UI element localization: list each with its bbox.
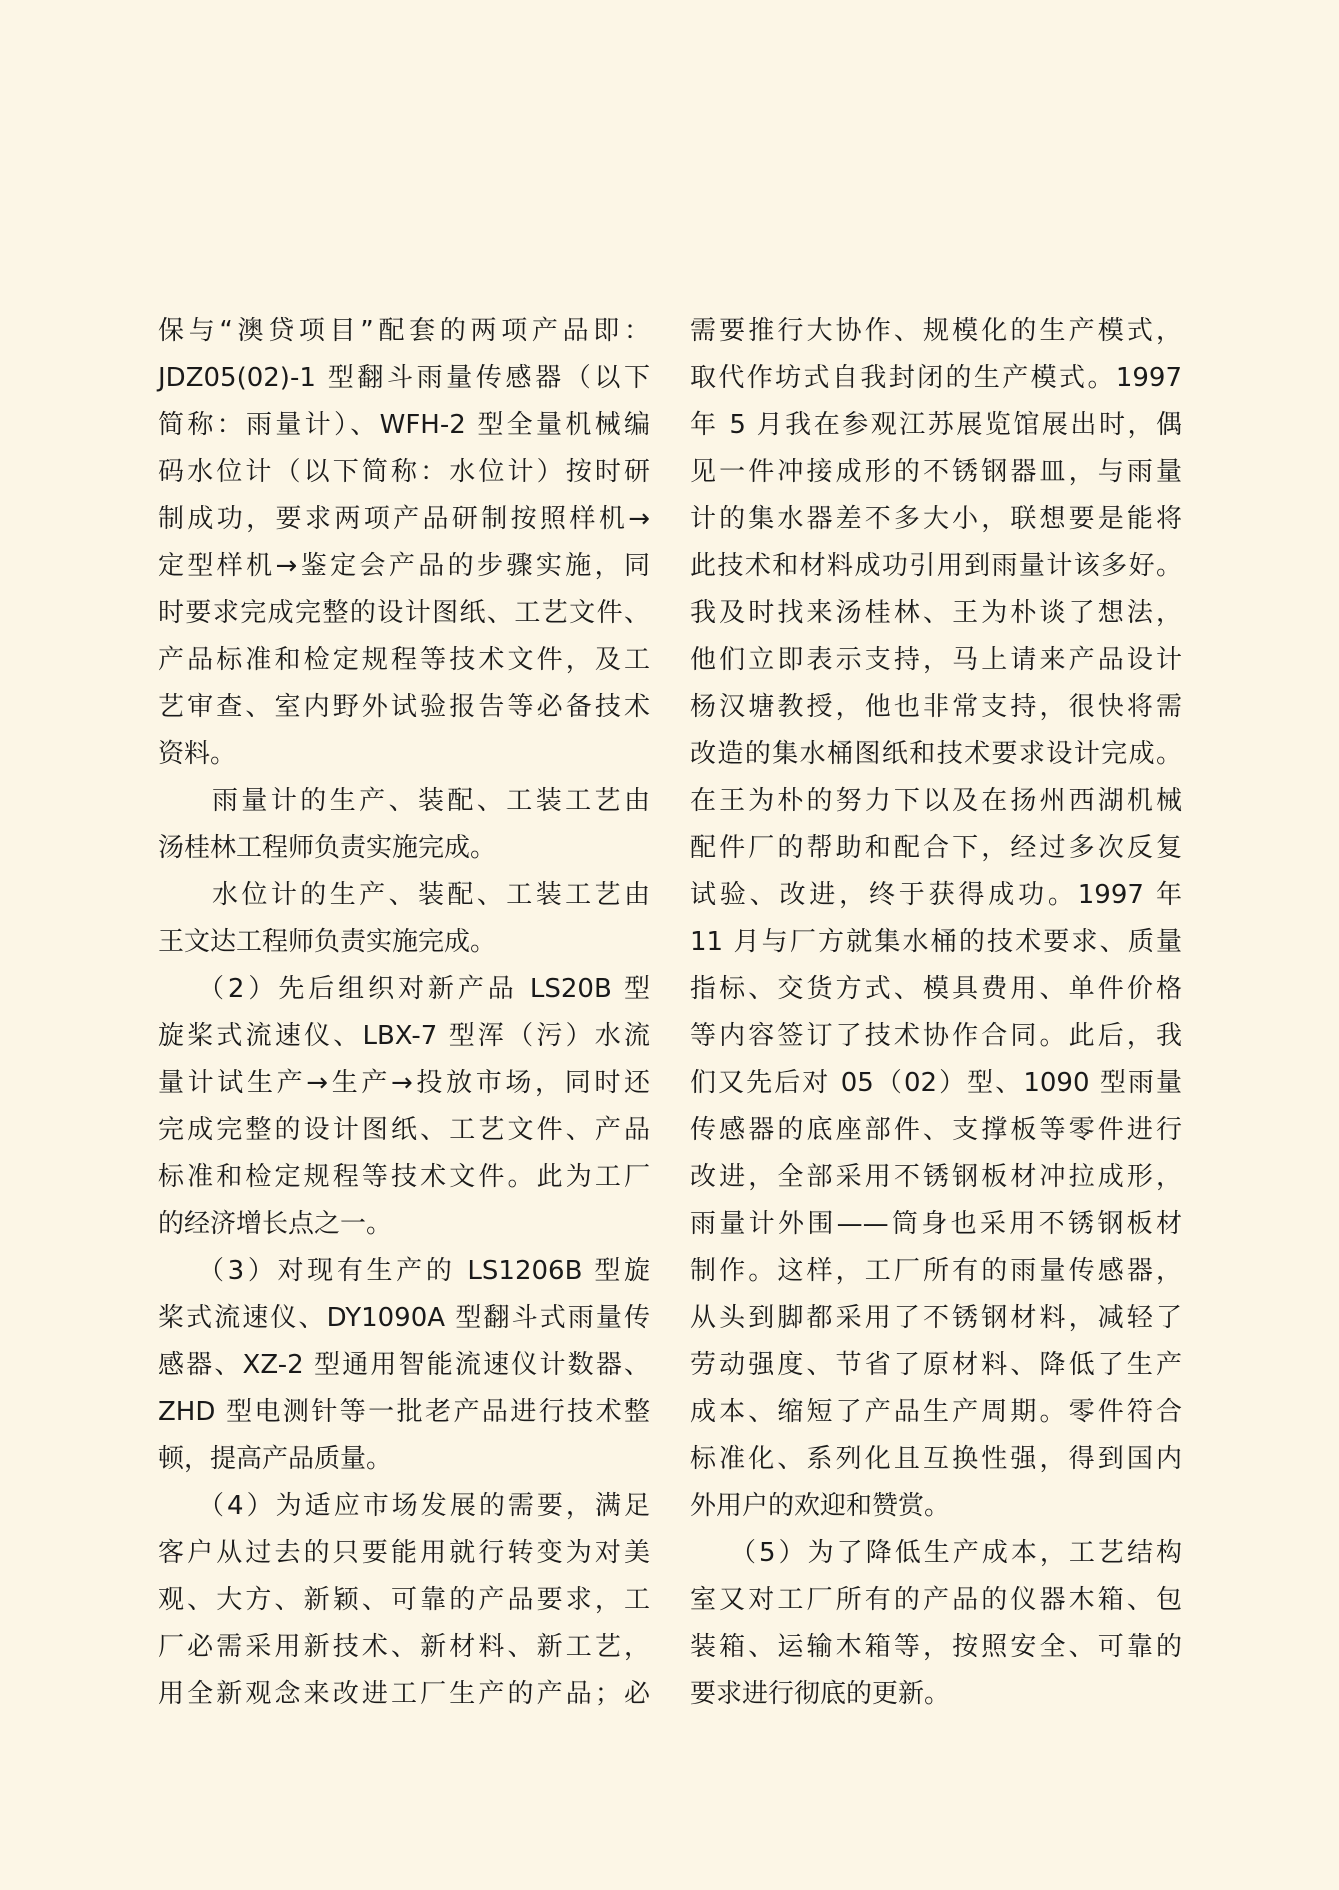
text-line: 标准和检定规程等技术文件。此为工厂 [158,1162,650,1192]
left-text-column [158,308,650,1718]
text-line: 客户从过去的只要能用就行转变为对美 [158,1538,650,1568]
text-line: 艺审查、室内野外试验报告等必备技术 [158,692,650,722]
text-line: JDZ05(02)-1 型翻斗雨量传感器（以下 [158,363,650,393]
text-line: （2）先后组织对新产品 LS20B 型 [198,974,650,1004]
text-line: 配件厂的帮助和配合下，经过多次反复 [690,833,1182,863]
text-line: 用全新观念来改进工厂生产的产品；必 [158,1679,650,1709]
text-line: 旋桨式流速仪、LBX-7 型浑（污）水流 [158,1021,650,1051]
text-line: 简称：雨量计）、WFH-2 型全量机械编 [158,410,650,440]
text-line: 试验、改进，终于获得成功。1997 年 [690,880,1182,910]
text-line: 杨汉塘教授，他也非常支持，很快将需 [690,692,1182,722]
text-line: ZHD 型电测针等一批老产品进行技术整 [158,1397,650,1427]
text-line: 产品标准和检定规程等技术文件，及工 [158,645,650,675]
text-line: 码水位计（以下简称：水位计）按时研 [158,457,650,487]
text-line: 资料。 [158,739,237,769]
text-line: 制成功，要求两项产品研制按照样机→ [158,504,650,534]
text-line: （3）对现有生产的 LS1206B 型旋 [198,1256,650,1286]
text-line: 等内容签订了技术协作合同。此后，我 [690,1021,1182,1051]
text-line: 王文达工程师负责实施完成。 [158,927,497,957]
text-line: 装箱、运输木箱等，按照安全、可靠的 [690,1632,1182,1662]
text-line: 他们立即表示支持，马上请来产品设计 [690,645,1182,675]
text-line: 顿，提高产品质量。 [158,1444,393,1474]
text-line: 成本、缩短了产品生产周期。零件符合 [690,1397,1182,1427]
text-line: 计的集水器差不多大小，联想要是能将 [690,504,1182,534]
text-line: 11 月与厂方就集水桶的技术要求、质量 [690,927,1182,957]
text-line: 雨量计的生产、装配、工装工艺由 [212,786,650,816]
text-line: 需要推行大协作、规模化的生产模式， [690,316,1182,346]
text-line: 的经济增长点之一。 [158,1209,393,1239]
text-line: 指标、交货方式、模具费用、单件价格 [690,974,1182,1004]
text-line: （5）为了降低生产成本，工艺结构 [730,1538,1182,1568]
text-line: 在王为朴的努力下以及在扬州西湖机械 [690,786,1182,816]
text-line: 定型样机→鉴定会产品的步骤实施，同 [158,551,650,581]
text-line: 观、大方、新颖、可靠的产品要求，工 [158,1585,650,1615]
text-line: 完成完整的设计图纸、工艺文件、产品 [158,1115,650,1145]
text-line: 我及时找来汤桂林、王为朴谈了想法， [690,598,1182,628]
text-line: 制作。这样，工厂所有的雨量传感器， [690,1256,1182,1286]
right-text-column [690,308,1182,1718]
text-line: 改造的集水桶图纸和技术要求设计完成。 [690,739,1182,769]
text-line: 见一件冲接成形的不锈钢器皿，与雨量 [690,457,1182,487]
text-line: 感器、XZ-2 型通用智能流速仪计数器、 [158,1350,650,1380]
text-line: 传感器的底座部件、支撑板等零件进行 [690,1115,1182,1145]
text-line: 改进，全部采用不锈钢板材冲拉成形， [690,1162,1182,1192]
text-line: 取代作坊式自我封闭的生产模式。1997 [690,363,1182,393]
text-line: 从头到脚都采用了不锈钢材料，减轻了 [690,1303,1182,1333]
text-line: 时要求完成完整的设计图纸、工艺文件、 [158,598,650,628]
text-line: 厂必需采用新技术、新材料、新工艺， [158,1632,650,1662]
text-line: 要求进行彻底的更新。 [690,1679,951,1709]
text-line: 外用户的欢迎和赞赏。 [690,1491,951,1521]
text-line: 年 5 月我在参观江苏展览馆展出时，偶 [690,410,1182,440]
text-line: 桨式流速仪、DY1090A 型翻斗式雨量传 [158,1303,650,1333]
text-line: 量计试生产→生产→投放市场，同时还 [158,1068,650,1098]
text-line: 保与“澳贷项目”配套的两项产品即： [158,316,650,346]
text-line: 们又先后对 05（02）型、1090 型雨量 [690,1068,1182,1098]
text-line: 汤桂林工程师负责实施完成。 [158,833,497,863]
text-line: 雨量计外围——筒身也采用不锈钢板材 [690,1209,1182,1239]
text-line: 室又对工厂所有的产品的仪器木箱、包 [690,1585,1182,1615]
text-line: 水位计的生产、装配、工装工艺由 [212,880,650,910]
text-line: 劳动强度、节省了原材料、降低了生产 [690,1350,1182,1380]
text-line: 此技术和材料成功引用到雨量计该多好。 [690,551,1182,581]
text-line: 标准化、系列化且互换性强，得到国内 [690,1444,1182,1474]
text-line: （4）为适应市场发展的需要，满足 [198,1491,650,1521]
